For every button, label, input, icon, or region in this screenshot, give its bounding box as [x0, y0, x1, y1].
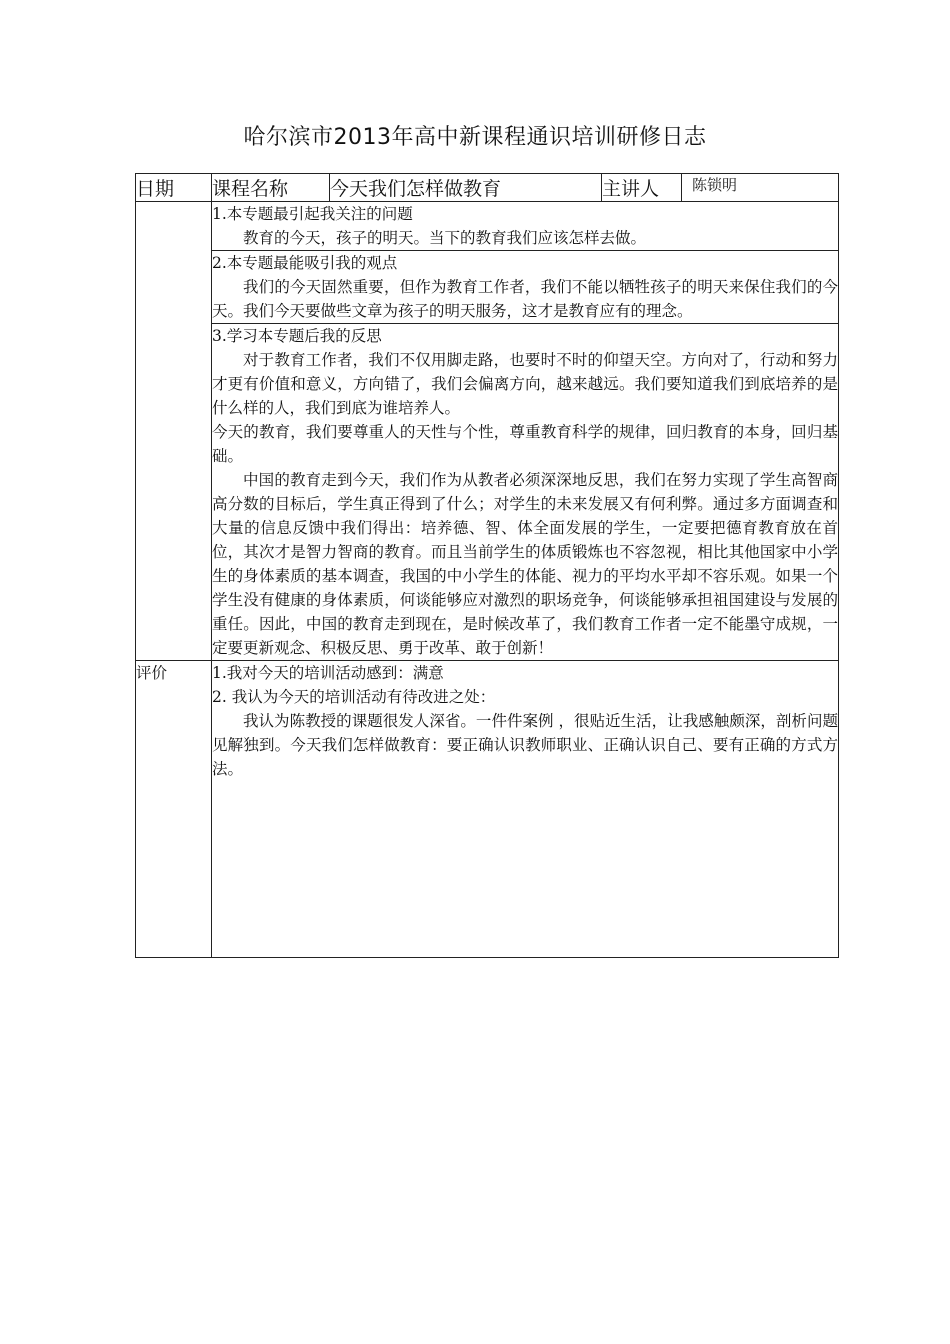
evaluation-line-1: 1.我对今天的培训活动感到：满意	[212, 664, 444, 682]
section3-paragraph-1: 对于教育工作者，我们不仅用脚走路，也要时不时的仰望天空。方向对了，行动和努力才更有价值和意义，方向错了，我们会偏离方向，越来越远。我们要知道我们到底培养的是什么样的人，我们到底为谁培养人。	[212, 351, 838, 417]
section1-heading: 1.本专题最引起我关注的问题	[212, 205, 413, 223]
section2-heading: 2.本专题最能吸引我的观点	[212, 254, 398, 272]
page-title: 哈尔滨市2013年高中新课程通识培训研修日志	[243, 125, 707, 150]
date-label: 日期	[136, 174, 212, 202]
section1-row	[136, 202, 839, 251]
course-label: 课程名称	[212, 174, 330, 202]
section2-paragraph: 我们的今天固然重要，但作为教育工作者，我们不能以牺牲孩子的明天来保住我们的今天。我们今天要做些文章为孩子的明天服务，这才是教育应有的理念。	[212, 278, 838, 320]
evaluation-line-2: 2. 我认为今天的培训活动有待改进之处：	[212, 688, 496, 706]
section2-row	[136, 251, 839, 324]
section2-cell	[212, 251, 839, 324]
section3-paragraph-3: 中国的教育走到今天，我们作为从教者必须深深地反思，我们在努力实现了学生高智商高分数的目标后，学生真正得到了什么；对学生的未来发展又有何利弊。通过多方面调查和大量的信息反馈中我们得出：培养德、智、体全面发展的学生，一定要把德育教育放在首位，其次才是智力智商的教育。而且当前学生的体质锻炼也不容忽视，相比其他国家中小学生的身体素质的基本调查，我国的中小学生的体能、视力的平均水平却不容乐观。如果一个学生没有健康的身体素质，何谈能够应对激烈的职场竞争，何谈能够承担祖国建设与发展的重任。因此，中国的教育走到现在，是时候改革了，我们教育工作者一定不能墨守成规，一定要更新观念、积极反思、勇于改革、敢于创新！	[212, 471, 838, 657]
section3-heading: 3.学习本专题后我的反思	[212, 327, 382, 345]
section3-paragraph-2: 今天的教育，我们要尊重人的天性与个性，尊重教育科学的规律，回归教育的本身，回归基础。	[212, 423, 838, 465]
section1-cell	[212, 202, 839, 251]
section3-row	[136, 324, 839, 661]
training-log-table	[135, 173, 839, 958]
evaluation-cell	[212, 661, 839, 958]
speaker-label: 主讲人	[602, 174, 682, 202]
course-name: 今天我们怎样做教育	[330, 174, 602, 202]
section3-cell	[212, 324, 839, 661]
header-row	[136, 174, 839, 202]
evaluation-row	[136, 661, 839, 958]
speaker-name: 陈锁明	[682, 174, 839, 202]
evaluation-paragraph: 我认为陈教授的课题很发人深省。一件件案例 ，很贴近生活，让我感触颇深，剖析问题见解独到。今天我们怎样做教育：要正确认识教师职业、正确认识自己、要有正确的方式方法。	[212, 712, 838, 778]
section1-paragraph: 教育的今天，孩子的明天。当下的教育我们应该怎样去做。	[243, 229, 647, 247]
date-cell	[136, 202, 212, 661]
evaluation-label: 评价	[136, 661, 212, 958]
